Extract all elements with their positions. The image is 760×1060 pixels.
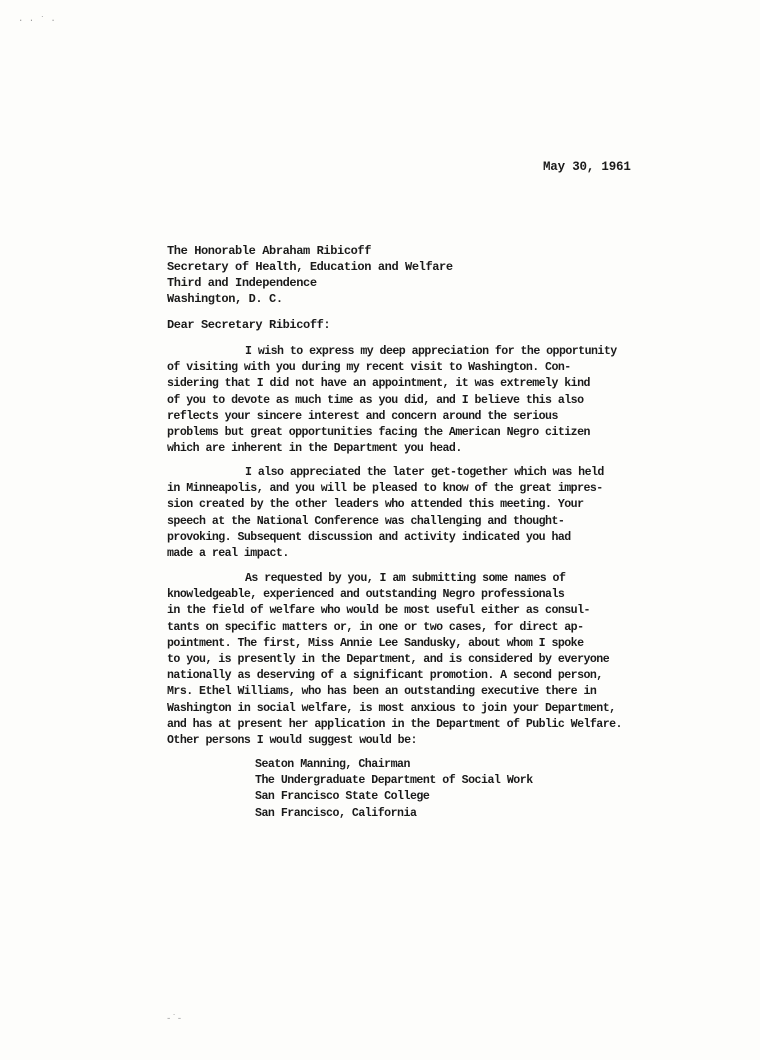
text-line: to you, is presently in the Department, and is considered by everyone bbox=[167, 653, 610, 667]
text-line: knowledgeable, experienced and outstanding Negro professionals bbox=[167, 588, 565, 602]
text-line: pointment. The first, Miss Annie Lee Sandusky, about whom I spoke bbox=[167, 636, 584, 650]
scan-smudge-mark: · · ˙ · bbox=[18, 16, 56, 26]
text-line: reflects your sincere interest and concern around the serious bbox=[167, 409, 558, 423]
text-line: sidering that I did not have an appointment, it was extremely kind bbox=[167, 377, 590, 391]
text-line: in the field of welfare who would be most useful either as consul- bbox=[167, 604, 590, 618]
text-line: provoking. Subsequent discussion and activity indicated you had bbox=[167, 530, 571, 544]
text-line: Mrs. Ethel Williams, who has been an outstanding executive there in bbox=[167, 685, 597, 699]
text-line: of visiting with you during my recent visit to Washington. Con- bbox=[167, 361, 571, 375]
text-line: I also appreciated the later get-together which was held bbox=[245, 466, 604, 479]
recipient-address bbox=[167, 243, 453, 307]
address-line: Secretary of Health, Education and Welfare bbox=[167, 260, 453, 274]
contact-line: The Undergraduate Department of Social Work bbox=[255, 774, 533, 788]
address-line: Washington, D. C. bbox=[167, 292, 283, 306]
paragraph-2 bbox=[167, 465, 687, 562]
contact-line: Seaton Manning, Chairman bbox=[255, 758, 410, 771]
text-line: problems but great opportunities facing the American Negro citizen bbox=[167, 426, 590, 440]
text-line: Other persons I would suggest would be: bbox=[167, 734, 417, 748]
salutation: Dear Secretary Ribicoff: bbox=[167, 318, 331, 332]
text-line: As requested by you, I am submitting some names of bbox=[245, 572, 566, 585]
suggested-contact bbox=[255, 757, 533, 822]
contact-line: San Francisco State College bbox=[255, 790, 430, 804]
text-line: sion created by the other leaders who attended this meeting. Your bbox=[167, 498, 584, 512]
paragraph-3 bbox=[167, 571, 687, 749]
text-line: which are inherent in the Department you head. bbox=[167, 442, 462, 456]
address-line: Third and Independence bbox=[167, 276, 317, 290]
address-line: The Honorable Abraham Ribicoff bbox=[167, 244, 372, 258]
text-line: nationally as deserving of a significant promotion. A second person, bbox=[167, 669, 603, 683]
scan-smudge-mark: -˙- bbox=[166, 1014, 183, 1024]
text-line: Washington in social welfare, is most anxious to join your Department, bbox=[167, 701, 616, 715]
paragraph-1 bbox=[167, 344, 687, 457]
contact-line: San Francisco, California bbox=[255, 806, 417, 820]
text-line: in Minneapolis, and you will be pleased to know of the great impres- bbox=[167, 482, 603, 496]
text-line: tants on specific matters or, in one or two cases, for direct ap- bbox=[167, 620, 584, 634]
text-line: I wish to express my deep appreciation for the opportunity bbox=[245, 345, 617, 358]
letter-date: May 30, 1961 bbox=[543, 160, 631, 174]
text-line: of you to devote as much time as you did, and I believe this also bbox=[167, 393, 584, 407]
text-line: speech at the National Conference was challenging and thought- bbox=[167, 514, 565, 528]
text-line: made a real impact. bbox=[167, 547, 289, 561]
text-line: and has at present her application in the Department of Public Welfare. bbox=[167, 717, 622, 731]
